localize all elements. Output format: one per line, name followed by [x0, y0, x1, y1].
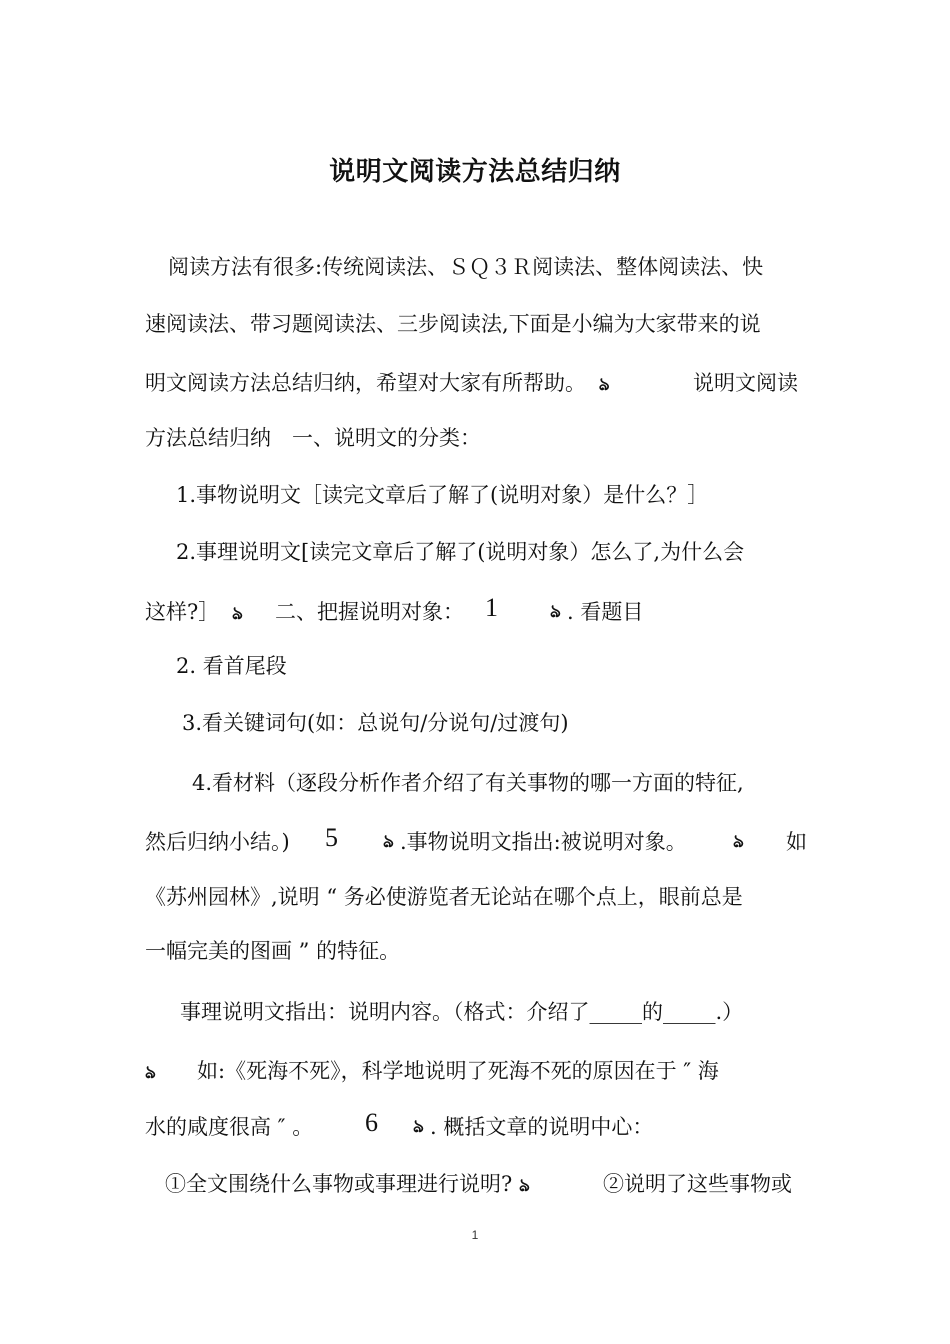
- text-segment: 然后归纳小结。): [145, 830, 290, 854]
- paragraph-line: [145, 421, 810, 455]
- section-number: 5: [325, 823, 338, 852]
- bullet-glyph-icon: ঌ: [413, 1116, 424, 1137]
- text-segment: 阅读方法有很多:传统阅读法、ＳＱ３Ｒ阅读法、整体阅读法、快: [168, 255, 764, 279]
- bullet-glyph-icon: ঌ: [598, 374, 610, 395]
- text-segment: 《苏州园林》,说明 “ 务必使游览者无论站在哪个点上，眼前总是: [145, 885, 743, 909]
- text-segment: 水的咸度很高 ″ 。: [145, 1115, 314, 1139]
- paragraph-line: [145, 1054, 810, 1090]
- section-number: 6: [365, 1108, 378, 1137]
- bullet-glyph-icon: ঌ: [231, 603, 243, 624]
- paragraph-line: [145, 366, 810, 402]
- text-segment: . 看题目: [567, 600, 644, 624]
- text-segment: . 概括文章的说明中心：: [430, 1115, 654, 1139]
- paragraph-line: [145, 1110, 810, 1144]
- bullet-glyph-icon: ঌ: [733, 831, 744, 852]
- paragraph-line: [168, 250, 833, 284]
- text-segment: 如:《死海不死》，科学地说明了死海不死的原因在于 ″ 海: [197, 1059, 719, 1083]
- text-segment: 2. 看首尾段: [176, 654, 287, 678]
- bullet-glyph-icon: ঌ: [383, 831, 394, 852]
- text-segment: 说明文阅读: [693, 371, 798, 395]
- text-segment: ①全文围绕什么事物或事理进行说明?: [165, 1172, 513, 1196]
- text-segment: 4.看材料（逐段分析作者介绍了有关事物的哪一方面的特征,: [192, 771, 744, 795]
- paragraph-line: [165, 1167, 830, 1203]
- text-segment: 速阅读法、带习题阅读法、三步阅读法,下面是小编为大家带来的说: [145, 312, 761, 336]
- paragraph-line: [145, 880, 810, 914]
- bullet-glyph-icon: ঌ: [518, 1175, 530, 1196]
- text-segment: ②说明了这些事物或: [603, 1172, 792, 1196]
- paragraph-line: [176, 478, 841, 512]
- paragraph-line: [145, 307, 810, 341]
- text-segment: .事物说明文指出:被说明对象。: [400, 830, 687, 854]
- paragraph-line: [180, 995, 845, 1029]
- text-segment: 明文阅读方法总结归纳，希望对大家有所帮助。: [145, 371, 586, 395]
- text-segment: 2.事理说明文[读完文章后了解了(说明对象）怎么了,为什么会: [176, 540, 745, 564]
- text-segment: 这样?］: [145, 600, 220, 624]
- text-segment: 如: [786, 830, 807, 854]
- paragraph-line: [176, 535, 841, 569]
- bullet-glyph-icon: ঌ: [145, 1062, 156, 1083]
- page-number: 1: [471, 1228, 479, 1242]
- bullet-glyph-icon: ঌ: [550, 601, 561, 622]
- paragraph-line: [192, 766, 857, 800]
- paragraph-line: [145, 934, 810, 968]
- document-title: 说明文阅读方法总结归纳: [329, 157, 621, 187]
- text-segment: 事理说明文指出：说明内容。（格式：介绍了_____的_____.）: [180, 1000, 744, 1024]
- text-segment: 一幅完美的图画 ” 的特征。: [145, 939, 401, 963]
- text-segment: 方法总结归纳 一、说明文的分类：: [145, 426, 481, 450]
- text-segment: 3.看关键词句(如：总说句/分说句/过渡句): [182, 711, 569, 735]
- text-segment: 1.事物说明文［读完文章后了解了(说明对象）是什么？］: [176, 483, 709, 507]
- paragraph-line: [145, 595, 810, 631]
- paragraph-line: [145, 825, 810, 859]
- section-number: 1: [485, 593, 498, 622]
- paragraph-line: [182, 706, 847, 740]
- paragraph-line: [176, 649, 841, 683]
- text-segment: 二、把握说明对象：: [275, 600, 464, 624]
